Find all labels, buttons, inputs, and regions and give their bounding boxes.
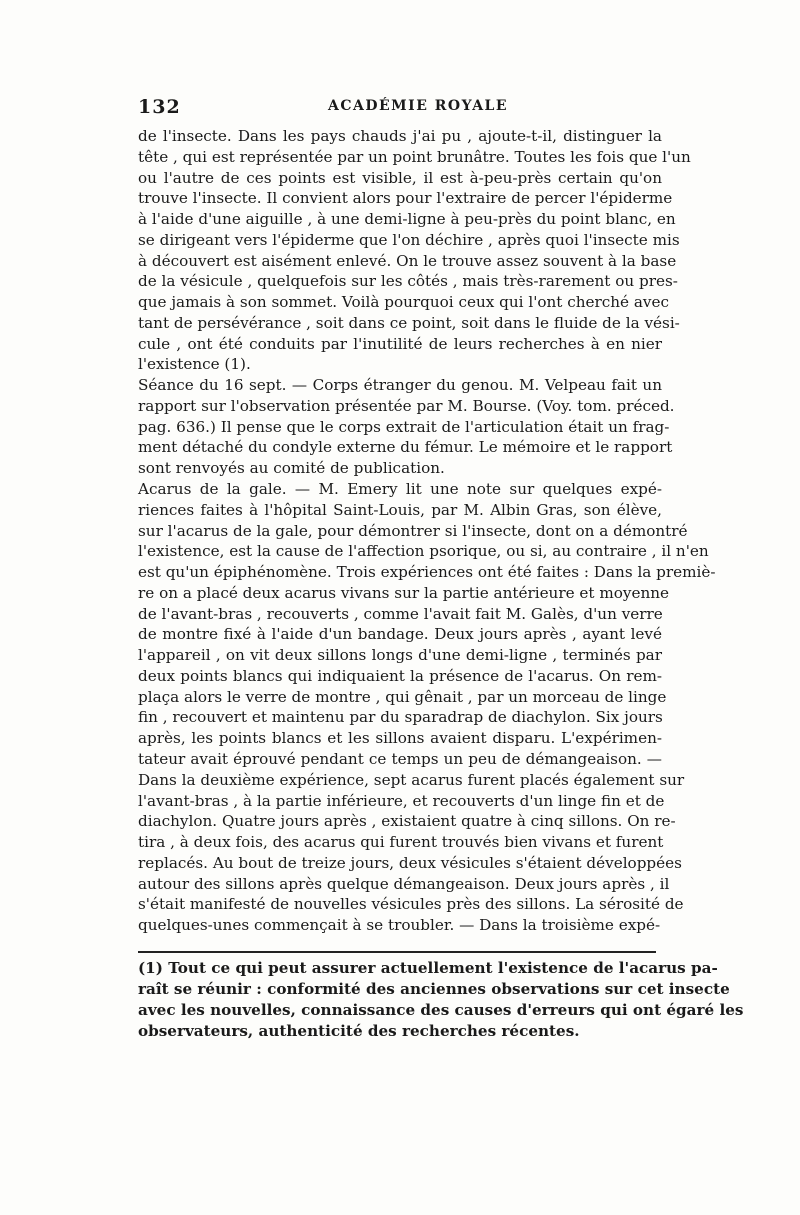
text-line: ou l'autre de ces points est visible, il est à-peu-près certain qu'on xyxy=(138,168,662,187)
text-line: de montre fixé à l'aide d'un bandage. Deux jours après , ayant levé xyxy=(138,625,662,644)
text-line: diachylon. Quatre jours après , existaient quatre à cinq sillons. On re- xyxy=(138,812,676,831)
text-line: re on a placé deux acarus vivans sur la partie antérieure et moyenne xyxy=(138,583,669,602)
footnote-line: avec les nouvelles, connaissance des causes d'erreurs qui ont égaré les xyxy=(138,1001,744,1019)
text-line: sur l'acarus de la gale, pour démontrer si l'insecte, dont on a démontré xyxy=(138,521,688,540)
text-line: s'était manifesté de nouvelles vésicules près des sillons. La sérosité de xyxy=(138,895,684,914)
running-head: ACADÉMIE ROYALE xyxy=(328,98,509,114)
text-line: Dans la deuxième expérience, sept acarus furent placés également sur xyxy=(138,770,685,789)
text-line: tateur avait éprouvé pendant ce temps un peu de démangeaison. — xyxy=(138,749,662,768)
text-line: riences faites à l'hôpital Saint-Louis, par M. Albin Gras, son élève, xyxy=(138,500,662,519)
text-line: de la vésicule , quelquefois sur les côtés , mais très-rarement ou pres- xyxy=(138,272,678,291)
text-line: de l'avant-bras , recouverts , comme l'avait fait M. Galès, d'un verre xyxy=(138,604,663,623)
text-line: l'existence (1). xyxy=(138,355,251,374)
footnote-line: raît se réunir : conformité des anciennes observations sur cet insecte xyxy=(138,980,730,998)
text-line: se dirigeant vers l'épiderme que l'on déchire , après quoi l'insecte mis xyxy=(138,230,680,249)
text-line: trouve l'insecte. Il convient alors pour l'extraire de percer l'épiderme xyxy=(138,189,673,208)
text-line: Acarus de la gale. — M. Emery lit une note sur quelques expé- xyxy=(138,480,662,499)
text-line: deux points blancs qui indiquaient la présence de l'acarus. On rem- xyxy=(138,666,662,685)
text-line: après, les points blancs et les sillons avaient disparu. L'expérimen- xyxy=(138,729,662,748)
text-line: sont renvoyés au comité de publication. xyxy=(138,459,445,478)
text-line: à découvert est aisément enlevé. On le trouve assez souvent à la base xyxy=(138,251,677,270)
text-line: pag. 636.) Il pense que le corps extrait de l'articulation était un frag- xyxy=(138,417,670,436)
text-line: que jamais à son sommet. Voilà pourquoi ceux qui l'ont cherché avec xyxy=(138,293,669,312)
text-line: de l'insecte. Dans les pays chauds j'ai pu , ajoute-t-il, distinguer la xyxy=(138,127,662,145)
text-line: l'appareil , on vit deux sillons longs d'une demi-ligne , terminés par xyxy=(138,646,662,665)
main-text xyxy=(138,126,716,936)
text-line: tête , qui est représentée par un point brunâtre. Toutes les fois que l'un xyxy=(138,147,691,166)
footnote-line: observateurs, authenticité des recherches récentes. xyxy=(138,1022,580,1040)
text-line: tira , à deux fois, des acarus qui furent trouvés bien vivans et furent xyxy=(138,833,664,852)
text-line: est qu'un épiphénomène. Trois expériences ont été faites : Dans la premiè- xyxy=(138,563,716,582)
text-line: rapport sur l'observation présentée par M. Bourse. (Voy. tom. préced. xyxy=(138,396,675,415)
page-number: 132 xyxy=(138,96,181,118)
page-header xyxy=(138,96,660,120)
text-line: cule , ont été conduits par l'inutilité de leurs recherches à en nier xyxy=(138,334,662,353)
text-line: replacés. Au bout de treize jours, deux vésicules s'étaient développées xyxy=(138,853,682,872)
text-line: plaça alors le verre de montre , qui gênait , par un morceau de linge xyxy=(138,687,667,706)
text-line: l'existence, est la cause de l'affection psorique, ou si, au contraire , il n'en xyxy=(138,542,709,561)
text-line: autour des sillons après quelque démangeaison. Deux jours après , il xyxy=(138,874,670,893)
footnote-line: (1) Tout ce qui peut assurer actuellement l'existence de l'acarus pa- xyxy=(138,959,718,977)
text-line: fin , recouvert et maintenu par du sparadrap de diachylon. Six jours xyxy=(138,708,663,727)
text-line: ment détaché du condyle externe du fémur. Le mémoire et le rapport xyxy=(138,438,673,457)
text-line: tant de persévérance , soit dans ce point, soit dans le fluide de la vési- xyxy=(138,313,680,332)
footnote xyxy=(138,958,744,1042)
text-line: quelques-unes commençait à se troubler. — Dans la troisième expé- xyxy=(138,916,661,935)
footnote-rule xyxy=(138,951,656,953)
text-line: l'avant-bras , à la partie inférieure, et recouverts d'un linge fin et de xyxy=(138,791,665,810)
text-line: Séance du 16 sept. — Corps étranger du genou. M. Velpeau fait un xyxy=(138,376,662,395)
text-line: à l'aide d'une aiguille , à une demi-ligne à peu-près du point blanc, en xyxy=(138,210,676,229)
